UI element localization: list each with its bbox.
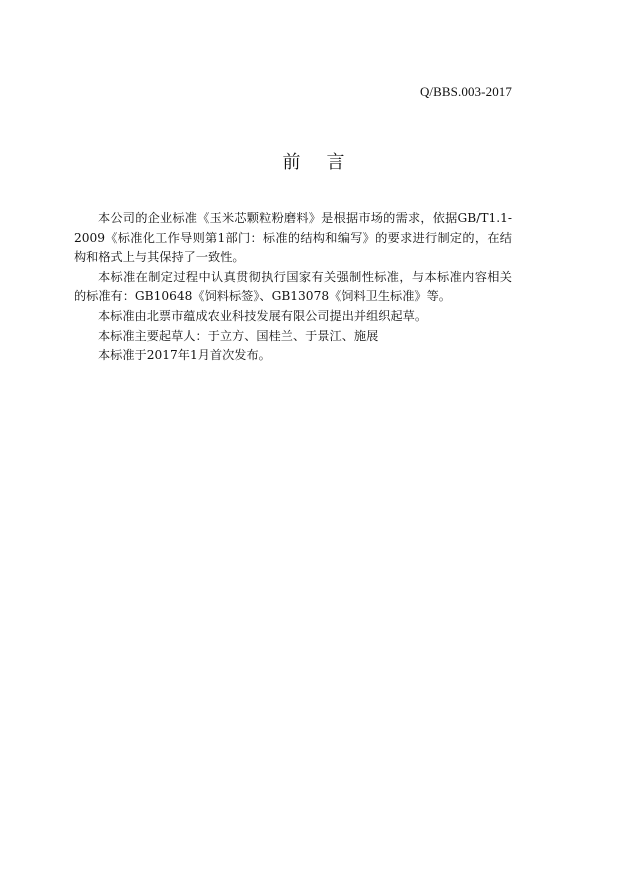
paragraph-purpose: 本公司的企业标准《玉米芯颗粒粉磨料》是根据市场的需求，依据GB/T1.1-2009《标准化工作导则第1部门：标准的结构和编写》的要求进行制定的，在结构和格式上与其保持了一致性。	[74, 211, 512, 265]
page-title: 前言	[282, 152, 371, 173]
paragraph-drafters: 本标准主要起草人：于立方、国桂兰、于景江、施展	[98, 328, 379, 343]
paragraph-related-standards: 本标准在制定过程中认真贯彻执行国家有关强制性标准，与本标准内容相关的标准有：GB10648《饲料标签》、GB13078《饲料卫生标准》等。	[74, 269, 512, 304]
standard-code: Q/BBS.003-2017	[419, 84, 512, 99]
foreword-body	[74, 209, 512, 366]
paragraph-proposer: 本标准由北票市蕴成农业科技发展有限公司提出并组织起草。	[98, 308, 428, 323]
paragraph-release-date: 本标准于2017年1月首次发布。	[98, 348, 271, 363]
